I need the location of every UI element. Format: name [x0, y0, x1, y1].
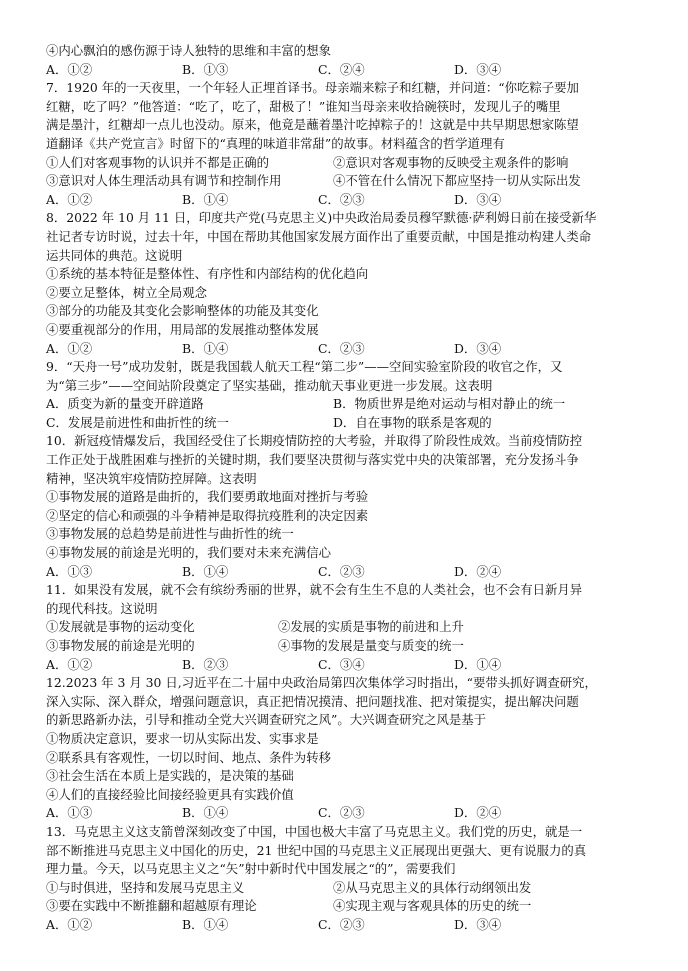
text-line: 的现代科技。这说明 — [46, 600, 158, 616]
answer-choice: D．②④ — [454, 805, 502, 821]
text-line: ①系统的基本特征是整体性、有序性和内部结构的优化趋向 — [46, 266, 369, 282]
answer-choices — [46, 191, 646, 210]
text-line: ③部分的功能及其变化会影响整体的功能及其变化 — [46, 303, 319, 319]
answer-choices — [46, 804, 646, 823]
text-line: 13．马克思主义这支箭曾深刻改变了中国，中国也极大丰富了马克思主义。我们党的历史，就是一 — [46, 823, 583, 839]
answer-choice: B．①④ — [182, 340, 229, 356]
option-pair — [46, 879, 646, 898]
answer-choice: A．①③ — [46, 805, 93, 821]
answer-choice: D．③④ — [454, 191, 502, 207]
text-line: ④事物发展的前途是光明的，我们要对未来充满信心 — [46, 545, 331, 561]
answer-choice: B．①④ — [182, 191, 229, 207]
option-item: A．质变为新的量变开辟道路 — [46, 396, 204, 412]
option-pair — [46, 414, 646, 433]
text-line: ②联系具有客观性，一切以时间、地点、条件为转移 — [46, 749, 331, 765]
option-item: ②从马克思主义的具体行动纲领出发 — [333, 879, 532, 895]
answer-choice: B．①④ — [182, 805, 229, 821]
option-item: ③要在实践中不断推翻和超越原有理论 — [46, 898, 257, 914]
text-line: 道翻译《共产党宣言》时留下的“真理的味道非常甜”的故事。材料蕴含的哲学道理有 — [46, 135, 505, 151]
text-line: 11．如果没有发展，就不会有缤纷秀丽的世界，就不会有生生不息的人类社会，也不会有日新月异 — [46, 582, 583, 598]
text-line: 9．“天舟一号”成功发射，既是我国载人航天工程“第二步”——空间实验室阶段的收官之作，又 — [46, 359, 563, 375]
answer-choice: C．②③ — [318, 805, 365, 821]
answer-choice: D．③④ — [454, 916, 502, 932]
option-item: ④实现主观与客观具体的历史的统一 — [333, 898, 532, 914]
answer-choice: B．①③ — [182, 61, 229, 77]
option-item: ④不管在什么情况下都应坚持一切从实际出发 — [333, 173, 581, 189]
answer-choices — [46, 563, 646, 582]
answer-choice: D．③④ — [454, 340, 502, 356]
text-line: 红糖，吃了吗？”他答道：“吃了，吃了，甜极了！”谁知当母亲来收拾碗筷时，发现儿子的嘴里 — [46, 98, 561, 114]
answer-choices — [46, 656, 646, 675]
text-line: ③事物发展的总趋势是前进性与曲折性的统一 — [46, 526, 294, 542]
answer-choice: A．①② — [46, 61, 93, 77]
answer-choice: A．①② — [46, 916, 93, 932]
answer-choice: C．②③ — [318, 191, 365, 207]
option-pair — [46, 897, 646, 916]
text-line: ②要立足整体，树立全局观念 — [46, 284, 208, 300]
option-item: ④事物的发展是量变与质变的统一 — [278, 638, 464, 653]
answer-choice: A．①③ — [46, 563, 93, 579]
text-line: 8．2022 年 10 月 11 日，印度共产党(马克思主义)中央政治局委员穆罕默德·萨利姆日前在接受新华 — [46, 210, 597, 226]
text-line: 10．新冠疫情爆发后，我国经受住了长期疫情防控的大考验，并取得了阶段性成效。当前疫情防控 — [46, 433, 583, 449]
text-line: 12.2023 年 3 月 30 日,习近平在二十届中央政治局第四次集体学习时指出，“要带头抓好调查研究， — [46, 675, 597, 691]
option-item: ③事物发展的前途是光明的 — [46, 638, 195, 653]
answer-choice: C．③④ — [318, 656, 365, 672]
text-line: 满是墨汁，红糖却一点儿也没动。原来，他竟是蘸着墨汁吃掉粽子的！这就是中共早期思想家陈望 — [46, 117, 579, 133]
option-item: B．物质世界是绝对运动与相对静止的统一 — [333, 396, 566, 412]
answer-choice: A．①② — [46, 191, 93, 207]
option-item: ①与时俱进，坚持和发展马克思主义 — [46, 879, 245, 895]
answer-choice: D．①④ — [454, 656, 502, 672]
text-line: ①物质决定意识，要求一切从实际出发、实事求是 — [46, 730, 319, 746]
answer-choice: D．②④ — [454, 563, 502, 579]
option-item: ②发展的实质是事物的前进和上升 — [278, 619, 464, 635]
option-pair — [46, 154, 646, 173]
text-line: 社记者专访时说，过去十年，中国在帮助其他国家发展方面作出了重要贡献，中国是推动构建人类命 — [46, 228, 592, 244]
option-pair — [46, 637, 646, 656]
text-line: 运共同体的典范。这说明 — [46, 247, 183, 263]
answer-choice: C．②④ — [318, 61, 365, 77]
option-pair — [46, 172, 646, 191]
answer-choices — [46, 340, 646, 359]
exam-page — [46, 42, 646, 935]
answer-choice: B．②③ — [182, 656, 229, 672]
option-item: D．自在事物的联系是客观的 — [333, 414, 492, 430]
answer-choice: D．③④ — [454, 61, 502, 77]
answer-choices — [46, 916, 646, 935]
answer-choice: C．②③ — [318, 563, 365, 579]
answer-choice: C．②③ — [318, 916, 365, 932]
answer-choices — [46, 61, 646, 80]
text-line: ④人们的直接经验比间接经验更具有实践价值 — [46, 786, 294, 802]
text-line: 部不断推进马克思主义中国化的历史，21 世纪中国的马克思主义正展现出更强大、更有说服力的真 — [46, 842, 587, 858]
option-item: ③意识对人体生理活动具有调节和控制作用 — [46, 173, 282, 189]
option-item: ②意识对客观事物的反映受主观条件的影响 — [333, 154, 569, 170]
text-line: ④内心飘泊的感伤源于诗人独特的思维和丰富的想象 — [46, 43, 331, 58]
text-line: 精神，坚决筑牢疫情防控屏障。这表明 — [46, 470, 257, 486]
answer-choice: C．②③ — [318, 340, 365, 356]
answer-choice: B．①④ — [182, 916, 229, 932]
text-line: 深入实际、深入群众，增强问题意识，真正把情况摸清、把问题找准、把对策提实，提出解决问题 — [46, 693, 579, 709]
option-pair — [46, 395, 646, 414]
text-line: 工作正处于战胜困难与挫折的关键时期，我们要坚决贯彻与落实党中央的决策部署，充分发扬斗争 — [46, 452, 579, 468]
answer-choice: A．①② — [46, 340, 93, 356]
text-line: 的新思路新办法，引导和推动全党大兴调查研究之风”。大兴调查研究之风是基于 — [46, 712, 487, 728]
text-line: ④要重视部分的作用，用局部的发展推动整体发展 — [46, 321, 319, 337]
text-line: ②坚定的信心和顽强的斗争精神是取得抗疫胜利的决定因素 — [46, 507, 369, 523]
text-line: 理力量。今天，以马克思主义之“矢”射中新时代中国发展之“的”，需要我们 — [46, 861, 456, 877]
option-item: ①发展就是事物的运动变化 — [46, 619, 195, 635]
text-line: ③社会生活在本质上是实践的，是决策的基础 — [46, 768, 294, 784]
option-pair — [46, 618, 646, 637]
text-line: ①事物发展的道路是曲折的，我们要勇敢地面对挫折与考验 — [46, 489, 369, 505]
option-item: C．发展是前进性和曲折性的统一 — [46, 414, 229, 430]
option-item: ①人们对客观事物的认识并不都是正确的 — [46, 154, 270, 170]
text-line: 7．1920 年的一天夜里，一个年轻人正埋首译书。母亲端来粽子和红糖，并问道：“你吃粽子要加 — [46, 80, 579, 96]
answer-choice: A．①② — [46, 656, 93, 672]
text-line: 为“第三步”——空间站阶段奠定了坚实基础，推动航天事业更进一步发展。这表明 — [46, 377, 493, 393]
answer-choice: B．①④ — [182, 563, 229, 579]
